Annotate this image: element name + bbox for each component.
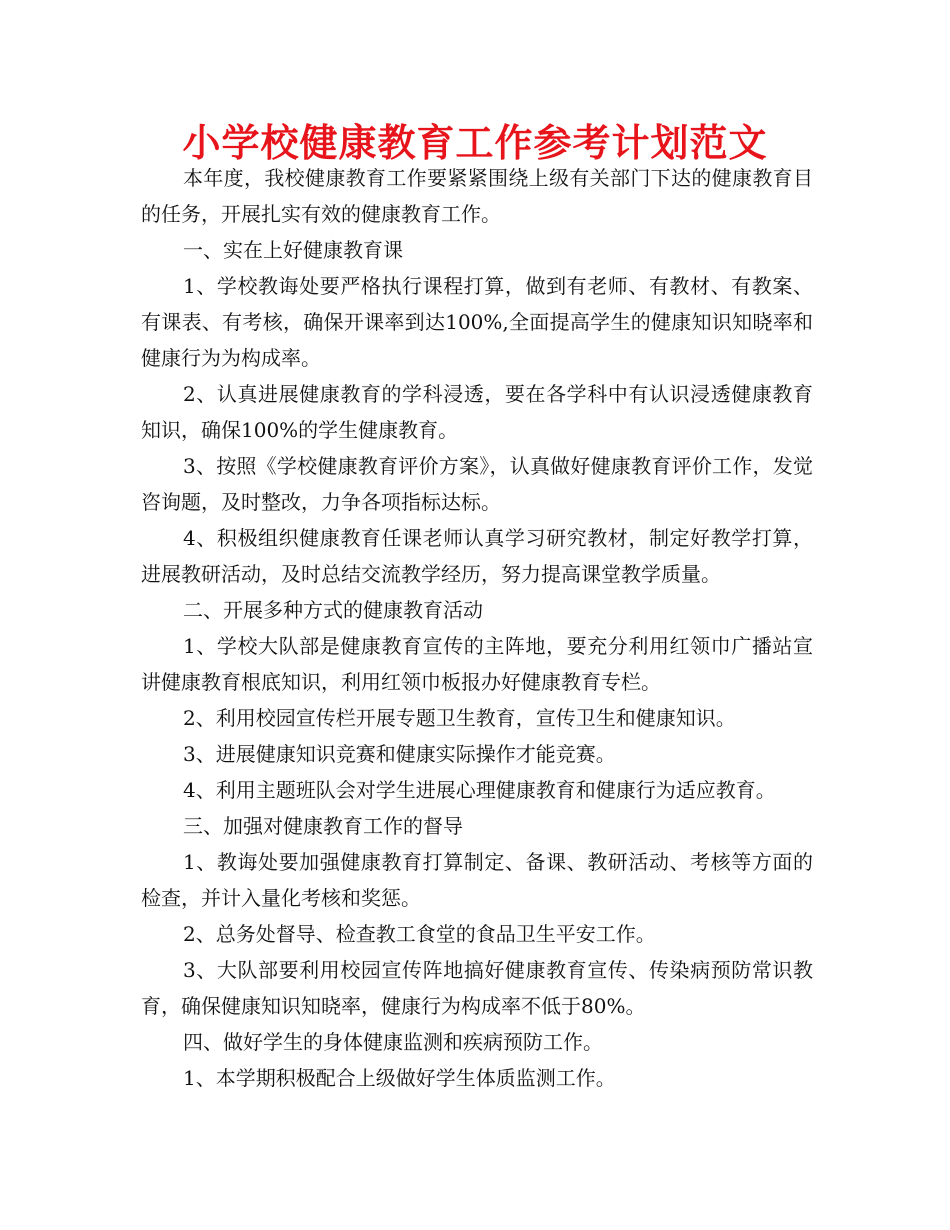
paragraph-2-3: 3、进展健康知识竞赛和健康实际操作才能竞赛。 xyxy=(183,742,616,766)
section-heading-2: 二、开展多种方式的健康教育活动 xyxy=(183,598,483,622)
paragraph-4-1: 1、本学期积极配合上级做好学生体质监测工作。 xyxy=(183,1066,616,1090)
document-title: 小学校健康教育工作参考计划范文 xyxy=(182,121,768,165)
paragraph-1-3: 3、按照《学校健康教育评价方案》，认真做好健康教育评价工作，发觉咨询题，及时整改，力争各项指标达标。 xyxy=(141,454,813,514)
paragraph-3-3: 3、大队部要利用校园宣传阵地搞好健康教育宣传、传染病预防常识教育，确保健康知识知晓率，健康行为构成率不低于80%。 xyxy=(141,958,813,1018)
paragraph-2-2: 2、利用校园宣传栏开展专题卫生教育，宣传卫生和健康知识。 xyxy=(183,706,736,730)
section-heading-4: 四、做好学生的身体健康监测和疾病预防工作。 xyxy=(183,1030,603,1054)
paragraph-2-1: 1、学校大队部是健康教育宣传的主阵地，要充分利用红领巾广播站宣讲健康教育根底知识，利用红领巾板报办好健康教育专栏。 xyxy=(141,634,813,694)
paragraph-2-4: 4、利用主题班队会对学生进展心理健康教育和健康行为适应教育。 xyxy=(183,778,776,802)
paragraph-1-4: 4、积极组织健康教育任课老师认真学习研究教材，制定好教学打算，进展教研活动，及时总结交流教学经历，努力提高课堂教学质量。 xyxy=(141,526,813,586)
paragraph-1-1: 1、学校教诲处要严格执行课程打算，做到有老师、有教材、有教案、有课表、有考核，确保开课率到达100%,全面提高学生的健康知识知晓率和健康行为为构成率。 xyxy=(141,274,813,370)
paragraph-1-2: 2、认真进展健康教育的学科浸透，要在各学科中有认识浸透健康教育知识，确保100%的学生健康教育。 xyxy=(141,382,813,442)
document-body xyxy=(141,160,813,1096)
paragraph-3-1: 1、教诲处要加强健康教育打算制定、备课、教研活动、考核等方面的检查，并计入量化考核和奖惩。 xyxy=(141,850,813,910)
intro-paragraph: 本年度，我校健康教育工作要紧紧围绕上级有关部门下达的健康教育目的任务，开展扎实有效的健康教育工作。 xyxy=(141,166,813,226)
section-heading-1: 一、实在上好健康教育课 xyxy=(183,238,403,262)
section-heading-3: 三、加强对健康教育工作的督导 xyxy=(183,814,463,838)
paragraph-3-2: 2、总务处督导、检查教工食堂的食品卫生平安工作。 xyxy=(183,922,656,946)
